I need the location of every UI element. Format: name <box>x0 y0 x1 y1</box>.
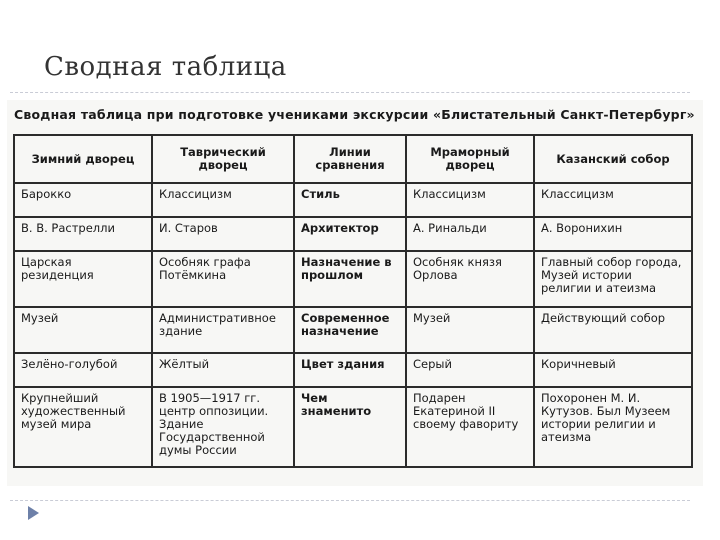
table-cell: Действующий собор <box>534 307 692 353</box>
table-header-row <box>14 135 692 183</box>
table-cell: И. Старов <box>152 217 294 251</box>
table-cell: В 1905—1917 гг. центр оппозиции. Здание Государственной думы России <box>152 387 294 467</box>
triangle-bullet-icon <box>28 506 39 520</box>
table-cell: Зелёно-голубой <box>14 353 152 387</box>
header-kazan-cathedral: Казанский собор <box>534 135 692 183</box>
comparison-aspect: Архитектор <box>294 217 406 251</box>
table-cell: Особняк князя Орлова <box>406 251 534 307</box>
comparison-aspect: Чем знаменито <box>294 387 406 467</box>
table-cell: Административное здание <box>152 307 294 353</box>
table-cell: Барокко <box>14 183 152 217</box>
header-marble-palace: Мраморный дворец <box>406 135 534 183</box>
top-divider <box>10 92 690 93</box>
bottom-divider <box>10 500 690 501</box>
slide-title: Сводная таблица <box>44 52 287 82</box>
comparison-aspect: Стиль <box>294 183 406 217</box>
table-cell: Классицизм <box>406 183 534 217</box>
table-cell: Жёлтый <box>152 353 294 387</box>
table-cell: В. В. Растрелли <box>14 217 152 251</box>
table-row <box>14 387 692 467</box>
table-caption: Сводная таблица при подготовке учениками экскурсии «Блистательный Санкт-Петербург» <box>14 107 695 122</box>
table-cell: Классицизм <box>152 183 294 217</box>
comparison-aspect: Цвет здания <box>294 353 406 387</box>
table-cell: Серый <box>406 353 534 387</box>
table-row <box>14 217 692 251</box>
header-tauride-palace: Таврический дворец <box>152 135 294 183</box>
table-cell: Коричневый <box>534 353 692 387</box>
table-row <box>14 251 692 307</box>
table-cell: Царская резиденция <box>14 251 152 307</box>
comparison-aspect: Назначение в прошлом <box>294 251 406 307</box>
table-cell: Музей <box>14 307 152 353</box>
table-row <box>14 353 692 387</box>
table-cell: А. Ринальди <box>406 217 534 251</box>
table-cell: Похоронен М. И. Кутузов. Был Музеем истории религии и атеизма <box>534 387 692 467</box>
comparison-table <box>13 134 693 468</box>
table-row <box>14 183 692 217</box>
table-cell: А. Воронихин <box>534 217 692 251</box>
header-winter-palace: Зимний дворец <box>14 135 152 183</box>
table-cell: Крупнейший художественный музей мира <box>14 387 152 467</box>
table-cell: Особняк графа Потёмкина <box>152 251 294 307</box>
table-cell: Подарен Екатериной II своему фавориту <box>406 387 534 467</box>
header-comparison-lines: Линии сравнения <box>294 135 406 183</box>
table-cell: Музей <box>406 307 534 353</box>
table-row <box>14 307 692 353</box>
table-cell: Классицизм <box>534 183 692 217</box>
table-cell: Главный собор города, Музей истории религии и атеизма <box>534 251 692 307</box>
comparison-aspect: Современное назначение <box>294 307 406 353</box>
